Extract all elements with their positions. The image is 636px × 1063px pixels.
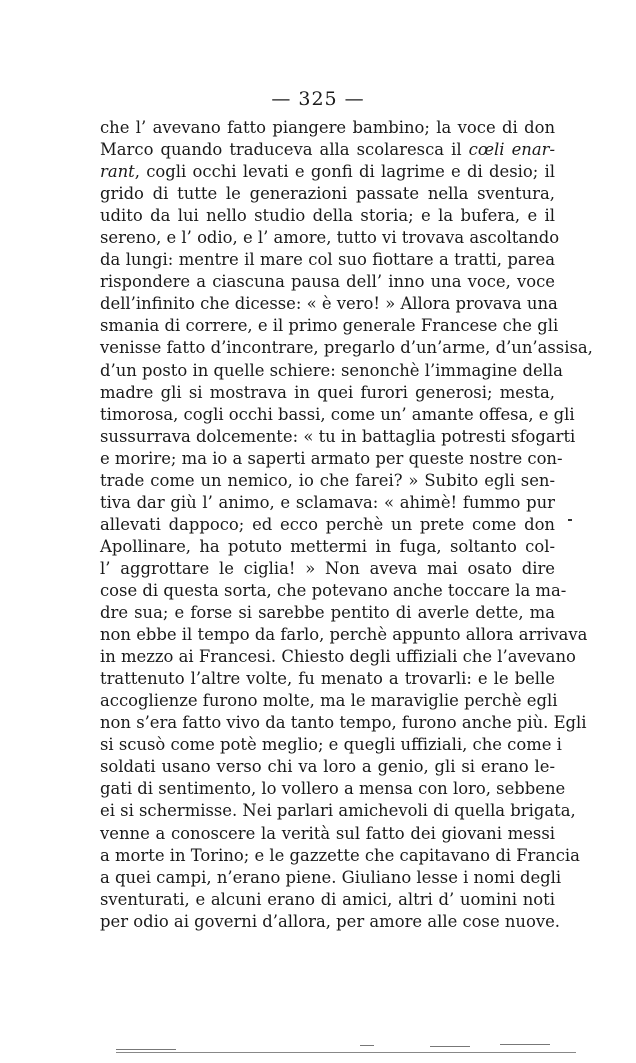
text-line: non ebbe il tempo da farlo, perchè appunto allora arrivava (100, 625, 588, 645)
text-line: d’un posto in quelle schiere: senonchè l’immagine della (100, 360, 563, 380)
text-line: tiva dar giù l’ animo, e sclamava: « ahimè! fummo pur (100, 492, 555, 512)
text-line-part: , cogli occhi levati e gonfi di lagrime e di desio; il (134, 162, 555, 182)
text-line: Apollinare, ha potuto mettermi in fuga, soltanto col- (100, 536, 555, 556)
italic-latin-phrase: rant (100, 162, 135, 182)
text-line: grido di tutte le generazioni passate nella sventura, (100, 184, 555, 204)
text-line: sussurrava dolcemente: « tu in battaglia potresti sfogarti (100, 426, 576, 446)
text-line (100, 161, 555, 183)
text-line: accoglienze furono molte, ma le maraviglie perchè egli (100, 691, 558, 711)
text-line: non s’era fatto vivo da tanto tempo, furono anche più. Egli (100, 713, 587, 733)
scan-artifact-line (116, 1052, 576, 1053)
text-line: allevati dappoco; ed ecco perchè un prete come don (100, 514, 555, 534)
scan-speck (500, 1044, 550, 1045)
text-line: dre sua; e forse si sarebbe pentito di averle dette, ma (100, 603, 555, 623)
text-line: timorosa, cogli occhi bassi, come un’ amante offesa, e gli (100, 404, 575, 424)
text-line: e morire; ma io a saperti armato per queste nostre con- (100, 448, 563, 468)
text-line: a quei campi, n’erano piene. Giuliano lesse i nomi degli (100, 867, 562, 887)
text-line: che l’ avevano fatto piangere bambino; la voce di don (100, 118, 555, 137)
text-line: trade come un nemico, io che farei? » Subito egli sen- (100, 470, 555, 490)
scan-speck (360, 1045, 374, 1046)
text-line: da lungi: mentre il mare col suo fiottare a tratti, parea (100, 250, 555, 270)
text-line: in mezzo ai Francesi. Chiesto degli uffiziali che l’avevano (100, 647, 576, 667)
scan-speck (430, 1046, 470, 1047)
text-line: dell’infinito che dicesse: « è vero! » Allora provava una (100, 294, 558, 314)
text-line: sereno, e l’ odio, e l’ amore, tutto vi trovava ascoltando (100, 228, 560, 248)
text-line: sventurati, e alcuni erano di amici, altri d’ uomini noti (100, 889, 555, 909)
text-line: trattenuto l’altre volte, fu menato a trovarli: e le belle (100, 669, 555, 689)
text-line: si scusò come potè meglio; e quegli uffiziali, che come i (100, 735, 562, 755)
text-line: a morte in Torino; e le gazzette che capitavano di Francia (100, 845, 580, 865)
body-text (100, 117, 593, 933)
text-line: venisse fatto d’incontrare, pregarlo d’un’arme, d’un’assisa, (100, 338, 593, 358)
text-line: gati di sentimento, lo vollero a mensa con loro, sebbene (100, 779, 566, 799)
italic-latin-phrase: cœli enar- (468, 140, 556, 160)
text-line: soldati usano verso chi va loro a genio, gli si erano le- (100, 757, 555, 777)
text-line: madre gli si mostrava in quei furori generosi; mesta, (100, 382, 555, 402)
page-number: — 325 — (271, 88, 365, 110)
text-line: smania di correre, e il primo generale Francese che gli (100, 316, 559, 336)
scan-artifact-line (116, 1049, 176, 1050)
text-line: ei si schermisse. Nei parlari amichevoli di quella brigata, (100, 801, 576, 821)
margin-mark (568, 519, 572, 521)
text-line: rispondere a ciascuna pausa dell’ inno una voce, voce (100, 272, 555, 292)
text-line: l’ aggrottare le ciglia! » Non aveva mai osato dire (100, 558, 555, 578)
text-line: per odio ai governi d’allora, per amore alle cose nuove. (100, 911, 561, 931)
text-line (100, 139, 555, 161)
text-line: udito da lui nello studio della storia; e la bufera, e il (100, 206, 555, 226)
text-line-part: Marco quando traduceva alla scolaresca il (100, 140, 469, 160)
text-line: cose di questa sorta, che potevano anche toccare la ma- (100, 580, 567, 600)
text-line: venne a conoscere la verità sul fatto dei giovani messi (100, 823, 555, 843)
